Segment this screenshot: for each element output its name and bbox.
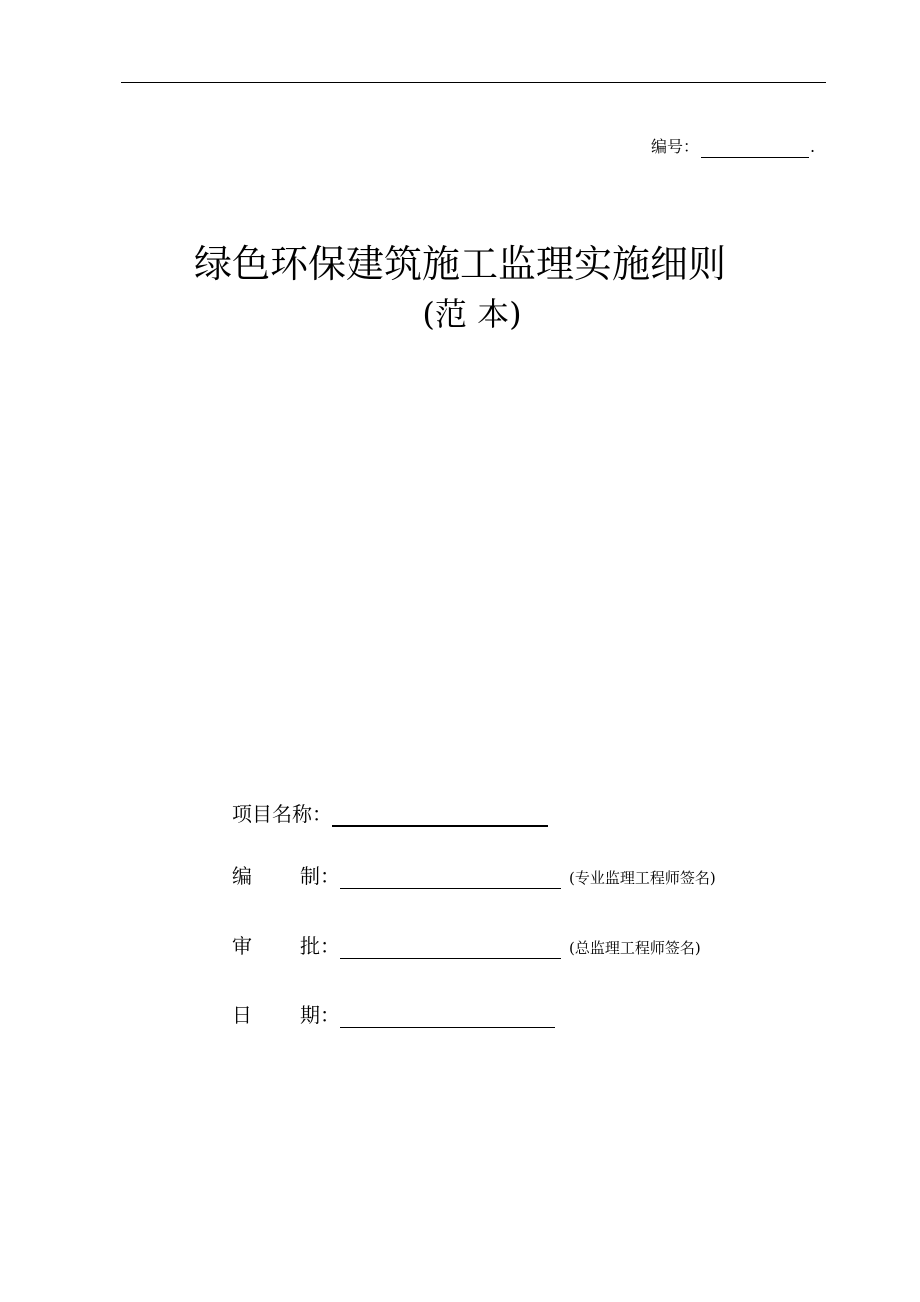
serial-number-label: 编号： bbox=[651, 137, 700, 156]
project-name-colon: ： bbox=[312, 802, 332, 826]
serial-number-blank[interactable] bbox=[701, 141, 809, 158]
document-subtitle: (范 本) bbox=[422, 295, 522, 333]
approved-by-label bbox=[232, 933, 320, 959]
date-label-char: 期 bbox=[300, 1003, 320, 1027]
prepared-by-label-char: 制 bbox=[300, 864, 320, 888]
approved-by-field bbox=[232, 933, 701, 959]
approved-by-colon: ： bbox=[320, 934, 340, 958]
date-colon: ： bbox=[320, 1003, 340, 1027]
approved-by-label-char: 批 bbox=[300, 934, 320, 958]
serial-number-suffix: . bbox=[810, 137, 816, 156]
prepared-by-note: (专业监理工程师签名) bbox=[569, 869, 716, 887]
header-rule bbox=[121, 82, 826, 83]
project-name-label: 项目名称 bbox=[232, 802, 312, 826]
approved-by-label-char: 审 bbox=[232, 934, 252, 958]
prepared-by-label-char: 编 bbox=[232, 864, 252, 888]
approved-by-blank[interactable] bbox=[340, 936, 561, 959]
date-blank[interactable] bbox=[340, 1005, 555, 1028]
approved-by-note: (总监理工程师签名) bbox=[569, 939, 701, 957]
prepared-by-colon: ： bbox=[320, 864, 340, 888]
document-title: 绿色环保建筑施工监理实施细则 bbox=[193, 242, 726, 286]
project-name-field bbox=[232, 801, 548, 827]
date-field bbox=[232, 1002, 555, 1028]
prepared-by-blank[interactable] bbox=[340, 866, 561, 889]
project-name-blank[interactable] bbox=[332, 803, 548, 827]
serial-number-field bbox=[651, 136, 815, 158]
prepared-by-label bbox=[232, 863, 320, 889]
prepared-by-field bbox=[232, 863, 716, 889]
date-label-char: 日 bbox=[232, 1003, 252, 1027]
date-label bbox=[232, 1002, 320, 1028]
